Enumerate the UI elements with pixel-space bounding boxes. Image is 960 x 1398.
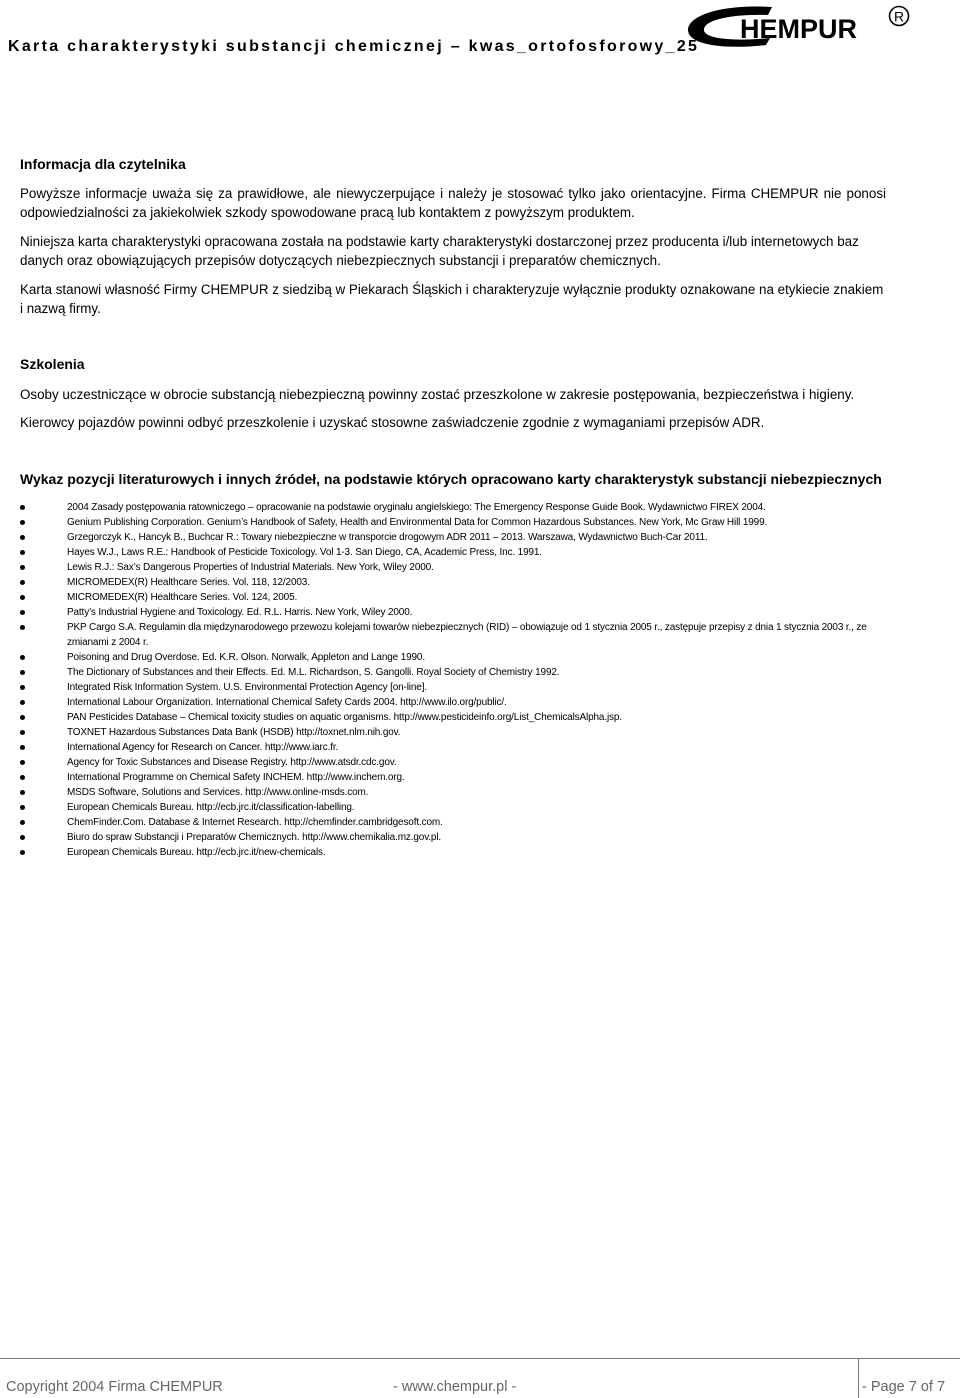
reference-text: PKP Cargo S.A. Regulamin dla międzynarodowego przewozu kolejami towarów niebezpiecznych (RID) – obowiązuje od 1 stycznia 2005 r., zastępuje przepisy z dnia 1 stycznia 2003 r., ze zmianami z 2004 r. (67, 622, 867, 648)
reference-text: Hayes W.J., Laws R.E.: Handbook of Pesticide Toxicology. Vol 1-3. San Diego, CA, Academic Press, Inc. 1991. (67, 547, 542, 558)
reference-text: Biuro do spraw Substancji i Preparatów Chemicznych. http://www.chemikalia.mz.gov.pl. (67, 832, 442, 843)
bullet-icon (20, 520, 25, 525)
bullet-icon (20, 550, 25, 555)
reference-item (20, 740, 900, 755)
bullet-icon (20, 505, 25, 510)
reference-text: Lewis R.J.: Sax’s Dangerous Properties of Industrial Materials. New York, Wiley 2000. (67, 562, 434, 573)
reference-text: European Chemicals Bureau. http://ecb.jrc.it/new-chemicals. (67, 847, 326, 858)
training-heading: Szkolenia (20, 356, 85, 372)
reference-text: Grzegorczyk K., Hancyk B., Buchcar R.: Towary niebezpieczne w transporcie drogowym ADR 2011 – 2013. Warszawa, Wydawnictwo Buch-Car 2011. (67, 532, 708, 543)
reference-text: European Chemicals Bureau. http://ecb.jrc.it/classification-labelling. (67, 802, 355, 813)
bullet-icon (20, 775, 25, 780)
reference-item (20, 845, 900, 860)
bullet-icon (20, 670, 25, 675)
reference-item (20, 695, 900, 710)
reference-item (20, 680, 900, 695)
training-paragraph-2: Kierowcy pojazdów powinni odbyć przeszkolenie i uzyskać stosowne zaświadczenie zgodnie z wymaganiami przepisów ADR. (20, 415, 765, 430)
reference-text: MICROMEDEX(R) Healthcare Series. Vol. 118, 12/2003. (67, 577, 310, 588)
bullet-icon (20, 580, 25, 585)
reference-text: TOXNET Hazardous Substances Data Bank (HSDB) http://toxnet.nlm.nih.gov. (67, 727, 401, 738)
footer-page-number: - Page 7 of 7 (862, 1379, 946, 1395)
references-heading: Wykaz pozycji literaturowych i innych źródeł, na podstawie których opracowano karty charakterystyk substancji niebezpiecznych (20, 471, 882, 487)
training-paragraph-1: Osoby uczestniczące w obrocie substancją niebezpieczną powinny zostać przeszkolone w zakresie postępowania, bezpieczeństwa i higieny. (20, 387, 855, 402)
page-header (0, 0, 960, 70)
reference-text: Patty’s Industrial Hygiene and Toxicology. Ed. R.L. Harris. New York, Wiley 2000. (67, 607, 413, 618)
bullet-icon (20, 790, 25, 795)
reference-text: ChemFinder.Com. Database & Internet Research. http://chemfinder.cambridgesoft.com. (67, 817, 443, 828)
reference-item (20, 575, 900, 590)
bullet-icon (20, 850, 25, 855)
references-list (20, 500, 900, 860)
info-paragraph-2: Niniejsza karta charakterystyki opracowana została na podstawie karty charakterystyki dostarczonej przez producenta i/lub internetowych baz danych oraz obowiązujących przepisów dotyczących niebezpiecznych substancji i preparatów chemicznych. (20, 234, 859, 268)
document-title: Karta charakterystyki substancji chemicznej – kwas_ortofosforowy_25 (8, 38, 700, 55)
reference-item (20, 830, 900, 845)
reference-item (20, 815, 900, 830)
reference-item (20, 650, 900, 665)
bullet-icon (20, 700, 25, 705)
reference-text: The Dictionary of Substances and their Effects. Ed. M.L. Richardson, S. Gangolli. Royal Society of Chemistry 1992. (67, 667, 560, 678)
reference-text: 2004 Zasady postępowania ratowniczego – opracowanie na podstawie oryginału angielskiego: The Emergency Response Guide Book. Wydawnictwo FIREX 2004. (67, 502, 766, 513)
reference-item (20, 800, 900, 815)
reference-item (20, 545, 900, 560)
bullet-icon (20, 835, 25, 840)
info-paragraph-1: Powyższe informacje uważa się za prawidłowe, ale niewyczerpujące i należy je stosować tylko jako orientacyjne. Firma CHEMPUR nie ponosi odpowiedzialności za jakiekolwiek szkody spowodowane pracą lub kontaktem z powyższym produktem. (20, 186, 886, 220)
reference-item (20, 755, 900, 770)
reference-item (20, 515, 900, 530)
bullet-icon (20, 610, 25, 615)
bullet-icon (20, 745, 25, 750)
bullet-icon (20, 535, 25, 540)
info-heading: Informacja dla czytelnika (20, 156, 186, 172)
bullet-icon (20, 820, 25, 825)
reference-item (20, 770, 900, 785)
reference-text: Genium Publishing Corporation. Genium’s Handbook of Safety, Health and Environmental Data for Common Hazardous Substances. New York, Mc Graw Hill 1999. (67, 517, 768, 528)
bullet-icon (20, 565, 25, 570)
logo-wordmark: HEMPUR (740, 14, 858, 44)
bullet-icon (20, 625, 25, 630)
reference-text: Integrated Risk Information System. U.S. Environmental Protection Agency [on-line]. (67, 682, 427, 693)
reference-item (20, 620, 900, 650)
bullet-icon (20, 715, 25, 720)
bullet-icon (20, 760, 25, 765)
reference-item (20, 500, 900, 515)
reference-item (20, 560, 900, 575)
reference-text: International Agency for Research on Cancer. http://www.iarc.fr. (67, 742, 339, 753)
bullet-icon (20, 805, 25, 810)
reference-item (20, 725, 900, 740)
registered-mark: R (893, 8, 905, 25)
reference-text: Poisoning and Drug Overdose. Ed. K.R. Olson. Norwalk, Appleton and Lange 1990. (67, 652, 425, 663)
footer-divider-vertical (858, 1358, 859, 1398)
reference-item (20, 605, 900, 620)
reference-text: MICROMEDEX(R) Healthcare Series. Vol. 124, 2005. (67, 592, 298, 603)
reference-item (20, 710, 900, 725)
reference-text: International Programme on Chemical Safety INCHEM. http://www.inchem.org. (67, 772, 405, 783)
reference-item (20, 530, 900, 545)
reference-item (20, 785, 900, 800)
bullet-icon (20, 685, 25, 690)
bullet-icon (20, 655, 25, 660)
bullet-icon (20, 595, 25, 600)
bullet-icon (20, 730, 25, 735)
reference-item (20, 590, 900, 605)
footer-divider (0, 1358, 960, 1359)
reference-text: International Labour Organization. International Chemical Safety Cards 2004. http://www.ilo.org/public/. (67, 697, 507, 708)
footer-copyright: Copyright 2004 Firma CHEMPUR (6, 1379, 223, 1395)
reference-text: MSDS Software, Solutions and Services. http://www.online-msds.com. (67, 787, 369, 798)
reference-text: Agency for Toxic Substances and Disease Registry. http://www.atsdr.cdc.gov. (67, 757, 397, 768)
chempur-logo (680, 2, 960, 50)
info-paragraph-3: Karta stanowi własność Firmy CHEMPUR z siedzibą w Piekarach Śląskich i charakteryzuje wyłącznie produkty oznakowane na etykiecie znakiem i nazwą firmy. (20, 282, 884, 316)
footer-website[interactable]: - www.chempur.pl - (393, 1379, 517, 1395)
reference-text: PAN Pesticides Database – Chemical toxicity studies on aquatic organisms. http://www.pesticideinfo.org/List_ChemicalsAlpha.jsp. (67, 712, 622, 723)
reference-item (20, 665, 900, 680)
